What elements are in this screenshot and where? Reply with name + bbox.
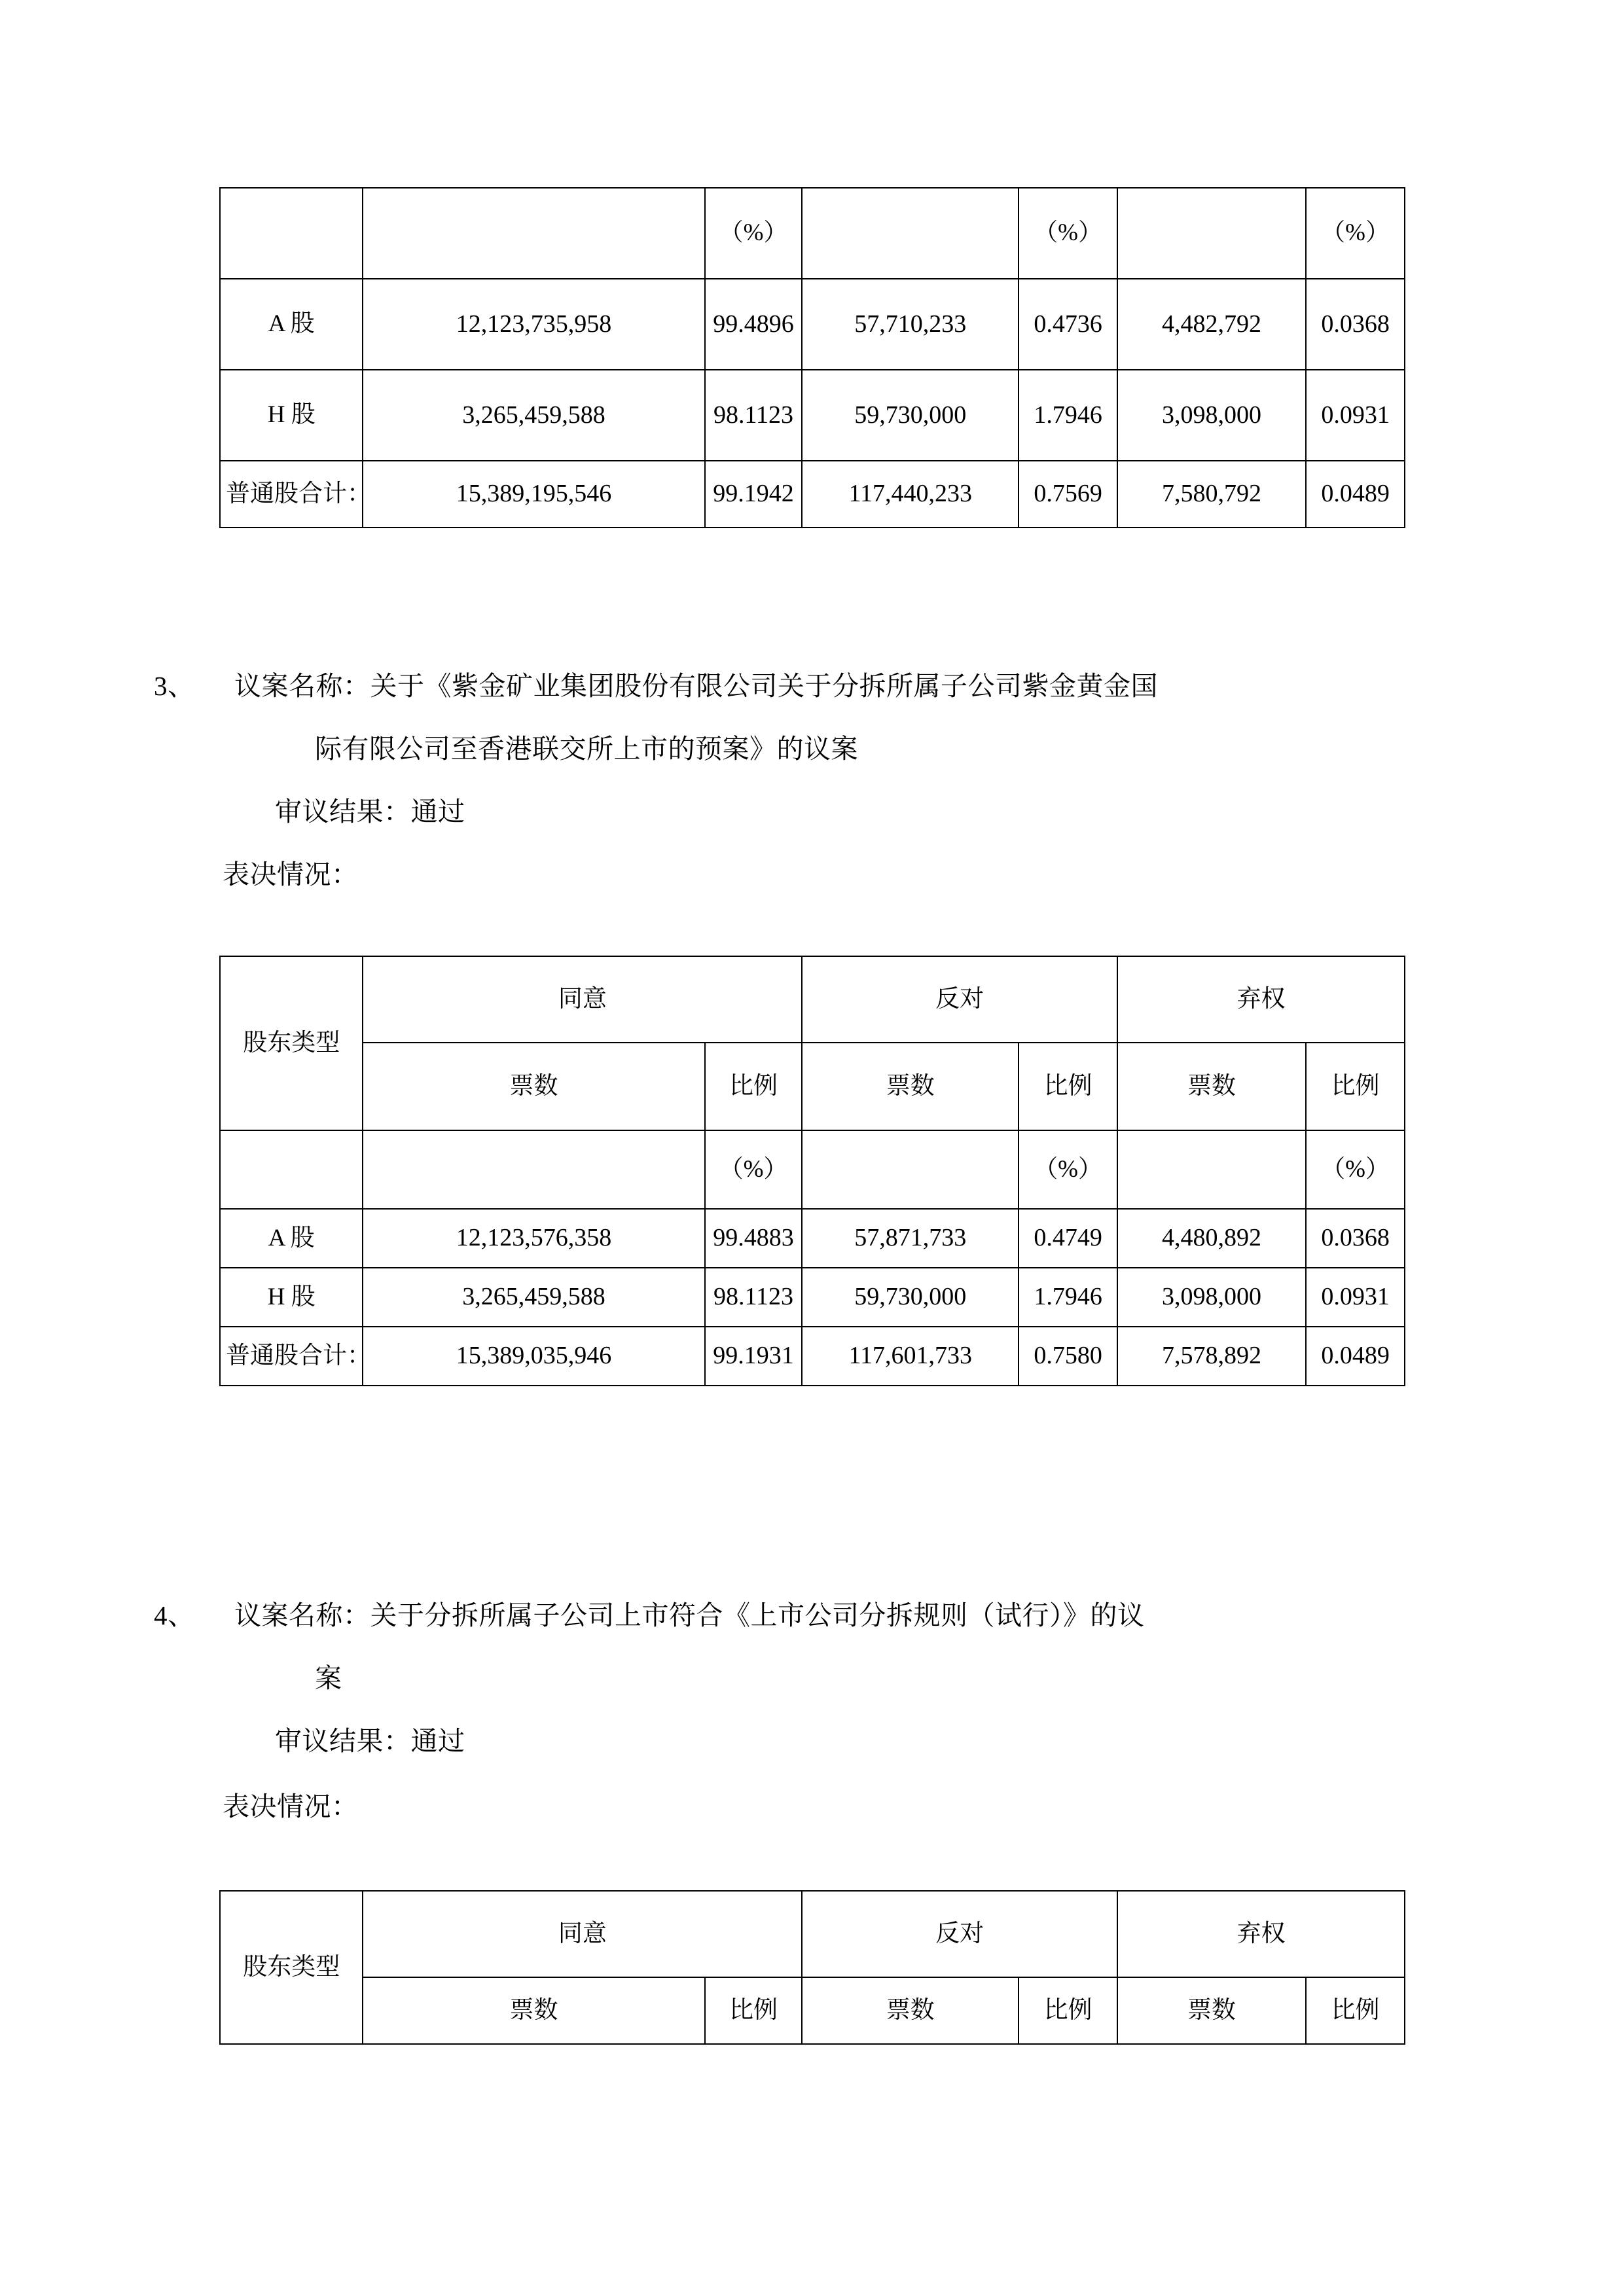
cell-blank-against-votes: [802, 188, 1019, 279]
cell-header-agree-ratio: 比例: [705, 1043, 803, 1130]
table-row: [220, 1268, 1405, 1327]
cell-shareholder-type-total: 普通股合计：: [220, 461, 363, 528]
cell-against-ratio: 0.4749: [1019, 1209, 1117, 1268]
item-3-title-line-2-wrap: [234, 717, 1493, 780]
cell-against-ratio-total: 0.7569: [1019, 461, 1117, 528]
table-row-total: [220, 461, 1405, 528]
cell-against-ratio-total: 0.7580: [1019, 1327, 1117, 1386]
item-4-title-line-1: 关于分拆所属子公司上市符合《上市公司分拆规则（试行）》的议: [370, 1600, 1145, 1630]
cell-abstain-percent-unit: （%）: [1306, 1130, 1405, 1209]
cell-agree-ratio: 98.1123: [705, 1268, 803, 1327]
table-row-header-percent: [220, 1130, 1405, 1209]
cell-header-agree-ratio: 比例: [705, 1977, 803, 2044]
cell-header-agree: 同意: [363, 956, 802, 1043]
cell-blank-type: [220, 188, 363, 279]
votes-table-item-3: [219, 956, 1405, 1386]
cell-abstain-votes: 4,482,792: [1117, 279, 1306, 370]
item-4-result-value: 通过: [410, 1726, 465, 1756]
cell-against-percent-unit: （%）: [1019, 1130, 1117, 1209]
cell-against-percent-unit: （%）: [1019, 188, 1117, 279]
votes-table-item-4-truncated: [219, 1890, 1405, 2045]
item-3-title-line-2: 际有限公司至香港联交所上市的预案》的议案: [315, 734, 858, 764]
cell-header-against: 反对: [802, 956, 1117, 1043]
item-3-result: [275, 780, 465, 843]
cell-header-against: 反对: [802, 1891, 1117, 1977]
cell-agree-votes: 12,123,735,958: [363, 279, 704, 370]
item-4-vote-detail-label-wrap: [223, 1775, 359, 1838]
table-row: [220, 370, 1405, 461]
cell-agree-ratio-total: 99.1931: [705, 1327, 803, 1386]
cell-against-ratio: 1.7946: [1019, 370, 1117, 461]
item-3-label: 议案名称：: [234, 671, 370, 701]
item-3-vote-detail-label: 表决情况：: [223, 859, 359, 889]
cell-abstain-votes-total: 7,578,892: [1117, 1327, 1306, 1386]
cell-shareholder-type: H 股: [220, 370, 363, 461]
cell-against-votes-total: 117,440,233: [802, 461, 1019, 528]
cell-shareholder-type: A 股: [220, 1209, 363, 1268]
cell-agree-percent-unit: （%）: [705, 188, 803, 279]
item-3-title-line-1: 关于《紫金矿业集团股份有限公司关于分拆所属子公司紫金黄金国: [370, 671, 1158, 701]
item-4-result: [275, 1710, 465, 1772]
cell-abstain-votes: 3,098,000: [1117, 1268, 1306, 1327]
cell-blank-abstain-votes: [1117, 1130, 1306, 1209]
cell-header-against-votes: 票数: [802, 1043, 1019, 1130]
cell-agree-votes-total: 15,389,035,946: [363, 1327, 704, 1386]
cell-blank-agree-votes: [363, 1130, 704, 1209]
cell-header-abstain-ratio: 比例: [1306, 1977, 1405, 2044]
item-4-label: 议案名称：: [234, 1600, 370, 1630]
cell-header-abstain: 弃权: [1117, 956, 1405, 1043]
item-4-vote-detail-label: 表决情况：: [223, 1791, 359, 1821]
cell-abstain-votes-total: 7,580,792: [1117, 461, 1306, 528]
cell-agree-ratio-total: 99.1942: [705, 461, 803, 528]
cell-blank-against-votes: [802, 1130, 1019, 1209]
item-3-result-label: 审议结果：: [275, 797, 411, 827]
cell-header-agree: 同意: [363, 1891, 802, 1977]
item-3-result-value: 通过: [410, 797, 465, 827]
cell-agree-votes: 12,123,576,358: [363, 1209, 704, 1268]
cell-agree-ratio: 99.4883: [705, 1209, 803, 1268]
cell-abstain-ratio: 0.0368: [1306, 1209, 1405, 1268]
votes-table-continued: [219, 187, 1405, 528]
item-4-title-line-2: 案: [315, 1663, 342, 1693]
cell-blank-type: [220, 1130, 363, 1209]
cell-header-shareholder-type: 股东类型: [220, 956, 363, 1130]
table-row-header-group: [220, 1891, 1405, 1977]
cell-abstain-ratio: 0.0931: [1306, 1268, 1405, 1327]
table-row-header-sub: [220, 1977, 1405, 2044]
cell-shareholder-type-total: 普通股合计：: [220, 1327, 363, 1386]
table-row-total: [220, 1327, 1405, 1386]
table-row-header-group: [220, 956, 1405, 1043]
cell-header-against-ratio: 比例: [1019, 1977, 1117, 2044]
cell-abstain-votes: 3,098,000: [1117, 370, 1306, 461]
cell-abstain-ratio-total: 0.0489: [1306, 1327, 1405, 1386]
cell-abstain-ratio-total: 0.0489: [1306, 461, 1405, 528]
item-4-heading: 4、 议案名称：关于分拆所属子公司上市符合《上市公司分拆规则（试行）》的议: [154, 1600, 1145, 1630]
cell-agree-votes: 3,265,459,588: [363, 370, 704, 461]
cell-agree-votes: 3,265,459,588: [363, 1268, 704, 1327]
cell-against-votes: 57,710,233: [802, 279, 1019, 370]
cell-against-votes: 59,730,000: [802, 1268, 1019, 1327]
cell-header-against-votes: 票数: [802, 1977, 1019, 2044]
cell-header-abstain-ratio: 比例: [1306, 1043, 1405, 1130]
table-row: [220, 279, 1405, 370]
cell-header-shareholder-type: 股东类型: [220, 1891, 363, 2044]
table-row-header-sub: [220, 1043, 1405, 1130]
cell-shareholder-type: A 股: [220, 279, 363, 370]
cell-agree-votes-total: 15,389,195,546: [363, 461, 704, 528]
table-row-header-percent: [220, 188, 1405, 279]
cell-header-abstain-votes: 票数: [1117, 1977, 1306, 2044]
item-4-result-label: 审议结果：: [275, 1726, 411, 1756]
cell-blank-agree-votes: [363, 188, 704, 279]
cell-agree-ratio: 98.1123: [705, 370, 803, 461]
cell-header-against-ratio: 比例: [1019, 1043, 1117, 1130]
cell-agree-ratio: 99.4896: [705, 279, 803, 370]
cell-abstain-ratio: 0.0931: [1306, 370, 1405, 461]
cell-against-ratio: 1.7946: [1019, 1268, 1117, 1327]
cell-abstain-votes: 4,480,892: [1117, 1209, 1306, 1268]
item-3-heading: 3、 议案名称：关于《紫金矿业集团股份有限公司关于分拆所属子公司紫金黄金国: [154, 671, 1158, 701]
cell-header-abstain-votes: 票数: [1117, 1043, 1306, 1130]
cell-against-votes: 59,730,000: [802, 370, 1019, 461]
cell-against-ratio: 0.4736: [1019, 279, 1117, 370]
item-4-title-line-2-wrap: [234, 1647, 1493, 1710]
cell-against-votes-total: 117,601,733: [802, 1327, 1019, 1386]
cell-blank-abstain-votes: [1117, 188, 1306, 279]
cell-abstain-percent-unit: （%）: [1306, 188, 1405, 279]
cell-shareholder-type: H 股: [220, 1268, 363, 1327]
cell-against-votes: 57,871,733: [802, 1209, 1019, 1268]
cell-header-agree-votes: 票数: [363, 1043, 704, 1130]
table-row: [220, 1209, 1405, 1268]
cell-abstain-ratio: 0.0368: [1306, 279, 1405, 370]
cell-agree-percent-unit: （%）: [705, 1130, 803, 1209]
cell-header-abstain: 弃权: [1117, 1891, 1405, 1977]
item-3-vote-detail-label-wrap: [223, 843, 359, 906]
cell-header-agree-votes: 票数: [363, 1977, 704, 2044]
